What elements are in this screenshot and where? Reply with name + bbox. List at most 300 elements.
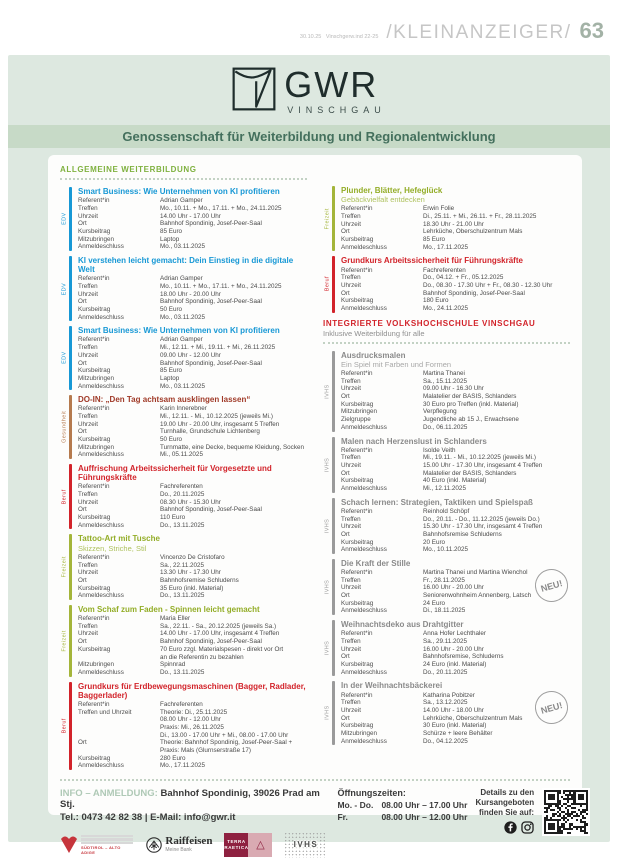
text-line	[81, 838, 133, 841]
detail-value: Maria Eller	[160, 615, 191, 623]
detail-value: Fachreferenten	[160, 700, 203, 708]
suedtirol-logo	[60, 834, 134, 856]
right-column	[323, 165, 570, 775]
detail-label: Ort	[341, 228, 350, 236]
detail-value: 14.00 Uhr - 18.00 Uhr	[423, 706, 484, 714]
detail-value: Mi., 12.11. - Mi., 10.12.2025 (jeweils Mi.)	[160, 413, 273, 421]
detail-value: Lehrküche, Oberschulzentrum Mals	[423, 228, 523, 236]
detail-label: Mitzubringen	[78, 443, 115, 451]
detail-value: Karin Innerebner	[160, 405, 207, 413]
detail-value: Theorie: Di., 25.11.2025 08.00 Uhr - 12.00 Uhr Praxis: Mi., 26.11.2025 Di., 13.00 - 17.00 Uhr + Mi., 08.00 - 17.00 Uhr	[160, 708, 289, 739]
course-body	[78, 682, 307, 770]
course-entry	[323, 681, 570, 745]
terra-raetica-triangle-icon: △	[248, 833, 272, 857]
detail-label: Uhrzeit	[78, 498, 98, 506]
category-label: EDV	[61, 282, 68, 295]
detail-value: Mi., 12.11. + Mi., 19.11. + Mi., 26.11.2025	[160, 344, 276, 352]
detail-label: Referent*in	[341, 266, 373, 274]
detail-label: Kursbeitrag	[78, 514, 111, 522]
detail-value: Sa., 13.12.2025	[423, 699, 468, 707]
detail-label: Uhrzeit	[341, 584, 361, 592]
detail-label: Anmeldeschluss	[341, 305, 387, 313]
detail-value: Anna Hofer Lechthaler	[423, 630, 487, 638]
course-detail-grid	[341, 447, 570, 493]
category-label: IVHS	[324, 641, 331, 656]
address: Bahnhof Spondinig, 39026 Prad am Stj.	[60, 787, 320, 810]
course-entry	[60, 326, 307, 390]
course-body	[341, 186, 570, 251]
detail-label: Referent*in	[78, 553, 110, 561]
detail-value: Turnmatte, eine Decke, bequeme Kleidung, Socken	[160, 443, 304, 451]
detail-label: Treffen	[341, 377, 361, 385]
detail-value: Fr., 28.11.2025	[423, 576, 465, 584]
detail-label: Referent*in	[341, 569, 373, 577]
raiffeisen-wordmark: Raiffeisen	[165, 835, 213, 848]
detail-label: Uhrzeit	[78, 569, 98, 577]
detail-label: Anmeldeschluss	[78, 668, 124, 676]
detail-label: Mitzubringen	[78, 235, 115, 243]
terra-line2: RAETICA	[224, 844, 249, 850]
detail-value: 09.00 Uhr - 12.00 Uhr	[160, 351, 221, 359]
course-body	[78, 534, 307, 599]
category-label: EDV	[61, 212, 68, 226]
category-label: Gesundheit	[61, 411, 68, 444]
text-line	[81, 842, 133, 845]
detail-value: Adrian Gamper	[160, 336, 203, 344]
detail-value: 14.00 Uhr - 17.00 Uhr	[160, 212, 221, 220]
qr-code	[542, 788, 590, 836]
detail-label: Referent*in	[341, 507, 373, 515]
detail-label: Anmeldeschluss	[78, 313, 124, 321]
detail-label: Ort	[341, 592, 350, 600]
detail-value: 15.30 Uhr - 17.30 Uhr, insgesamt 4 Treffen	[423, 523, 543, 531]
course-entry	[323, 559, 570, 615]
course-entry	[60, 534, 307, 599]
masthead-meta: 30.10.25 Vinschgerw.ind 22-25	[299, 34, 379, 40]
detail-value: Mo., 17.11.2025	[423, 243, 469, 251]
detail-label: Kursbeitrag	[78, 645, 111, 653]
course-title: DO-IN: „Den Tag achtsam ausklingen lassen“	[78, 395, 251, 405]
course-detail-grid	[341, 630, 570, 676]
hours-row	[337, 812, 467, 822]
detail-value: 13.30 Uhr - 17.30 Uhr	[160, 569, 221, 577]
detail-label: Kursbeitrag	[78, 305, 111, 313]
detail-label: Anmeldeschluss	[341, 243, 387, 251]
category-bar	[332, 351, 335, 432]
course-entry	[60, 682, 307, 770]
detail-label: Referent*in	[341, 446, 373, 454]
detail-label: Treffen	[341, 638, 361, 646]
instagram-icon	[521, 821, 534, 834]
ivhs-wordmark: IVHS	[293, 840, 319, 850]
raiffeisen-subtitle: Meine Bank	[165, 847, 192, 854]
detail-label: Uhrzeit	[78, 630, 98, 638]
detail-value: 280 Euro	[160, 754, 186, 762]
detail-value: 70 Euro zzgl. Materialspesen - direkt vor Ort an die Referentin zu bezahlen	[160, 645, 284, 661]
detail-value: 19.00 Uhr - 20.00 Uhr, insgesamt 5 Treffen	[160, 420, 280, 428]
course-entry	[60, 395, 307, 459]
detail-value: 20 Euro	[423, 538, 446, 546]
detail-value: 110 Euro	[160, 514, 186, 522]
course-entry	[60, 187, 307, 251]
footer-contact-block	[60, 788, 327, 860]
detail-value: Bahnhof Spondinig, Josef-Peer-Saal	[160, 506, 262, 514]
detail-label: Uhrzeit	[78, 420, 98, 428]
gwr-logo-icon	[232, 67, 276, 111]
course-body	[341, 351, 570, 432]
detail-label: Referent*in	[78, 615, 110, 623]
detail-value: Do., 04.12. + Fr., 05.12.2025	[423, 274, 504, 282]
course-entry	[323, 186, 570, 251]
info-anmeldung-label: INFO – ANMELDUNG:	[60, 787, 158, 799]
course-title: Smart Business: Wie Unternehmen von KI profitieren	[78, 326, 280, 336]
detail-value: 30 Euro (inkl. Material)	[423, 722, 487, 730]
detail-label: Kursbeitrag	[78, 584, 111, 592]
detail-value: Do., 13.11.2025	[160, 668, 205, 676]
course-detail-grid	[78, 701, 307, 770]
course-detail-grid	[78, 554, 307, 600]
detail-label: Ort	[78, 638, 87, 646]
detail-label: Mitzubringen	[341, 729, 378, 737]
page-title: Genossenschaft für Weiterbildung und Regionalentwicklung	[8, 125, 610, 148]
course-detail-grid	[341, 508, 570, 554]
category-bar	[69, 682, 72, 770]
detail-label: Kursbeitrag	[341, 599, 374, 607]
detail-label: Treffen	[78, 491, 98, 499]
detail-label: Treffen	[78, 282, 98, 290]
detail-value: Sa., 15.11.2025	[423, 377, 467, 385]
detail-label: Anmeldeschluss	[78, 243, 124, 251]
category-label: IVHS	[324, 579, 331, 595]
detail-label: Ort	[78, 359, 87, 367]
course-title: Plunder, Blätter, Hefeglück	[341, 186, 443, 195]
course-body	[78, 326, 307, 390]
detail-label: Ort	[78, 220, 87, 228]
detail-value: Mo., 10.11. + Mo., 17.11. + Mo., 24.11.2025	[160, 204, 282, 212]
detail-label: Anmeldeschluss	[341, 423, 387, 431]
course-title: Smart Business: Wie Unternehmen von KI profitieren	[78, 187, 280, 196]
detail-label: Ort	[341, 289, 350, 297]
detail-label: Uhrzeit	[341, 385, 361, 393]
hours-days: Fr.	[337, 811, 348, 822]
detail-label: Kursbeitrag	[78, 367, 111, 375]
detail-label: Anmeldeschluss	[341, 546, 387, 554]
detail-label: Anmeldeschluss	[78, 521, 124, 529]
category-label: EDV	[61, 351, 68, 365]
ivhs-logo	[284, 832, 327, 858]
course-title: Weihnachtsdeko aus Drahtgitter	[341, 620, 464, 630]
detail-value: Di., 18.11.2025	[423, 607, 466, 615]
detail-label: Treffen	[78, 622, 98, 630]
detail-label: Referent*in	[78, 405, 110, 413]
terra-raetica-wordmark	[224, 833, 248, 857]
detail-value: Mo., 03.11.2025	[160, 382, 206, 390]
detail-label: Ort	[341, 653, 350, 661]
detail-label: Uhrzeit	[341, 706, 361, 714]
category-bar	[332, 620, 335, 676]
detail-value: Fachreferenten	[423, 266, 466, 274]
detail-value: Mo., 10.11. + Mo., 17.11. + Mo., 24.11.2025	[160, 282, 282, 290]
course-subtitle: Skizzen, Striche, Stil	[78, 543, 147, 553]
detail-value: Mo., 24.11.2025	[423, 305, 469, 313]
detail-label: Uhrzeit	[341, 523, 361, 531]
dotted-divider	[60, 178, 307, 180]
course-entry	[323, 620, 570, 676]
detail-value: Bahnhof Spondinig, Josef-Peer-Saal	[160, 298, 262, 306]
hours-time: 08.00 Uhr – 17.00 Uhr	[381, 799, 468, 810]
detail-label: Uhrzeit	[341, 645, 361, 653]
detail-value: Isolde Veith	[423, 446, 456, 454]
detail-label: Zielgruppe	[341, 416, 371, 424]
course-columns	[60, 165, 570, 775]
course-entry	[60, 464, 307, 529]
detail-label: Treffen	[341, 515, 361, 523]
detail-value: Mo., 17.11.2025	[160, 762, 206, 770]
terra-raetica-logo	[224, 833, 272, 857]
course-entry	[323, 351, 570, 432]
category-bar	[69, 256, 72, 321]
course-title: Auffrischung Arbeitssicherheit für Vorgesetzte und Führungskräfte	[78, 464, 272, 483]
category-bar	[69, 534, 72, 599]
detail-label: Anmeldeschluss	[341, 485, 387, 493]
raiffeisen-gable-cross-icon	[146, 837, 162, 853]
category-bar	[332, 256, 335, 312]
detail-value: 15.00 Uhr - 17.30 Uhr, insgesamt 4 Treffen	[423, 462, 543, 470]
detail-label: Ort	[341, 714, 350, 722]
detail-value: Mi., 19.11. - Mi., 10.12.2025 (jeweils Mi.)	[423, 454, 536, 462]
detail-label: Anmeldeschluss	[78, 382, 124, 390]
category-bar	[69, 464, 72, 529]
detail-value: 09.00 Uhr - 16.30 Uhr	[423, 385, 484, 393]
detail-label: Treffen und Uhrzeit	[78, 708, 132, 716]
detail-label: Mitzubringen	[341, 408, 378, 416]
detail-value: Jugendliche ab 15 J., Erwachsene	[423, 416, 519, 424]
detail-value: Verpflegung	[423, 408, 457, 416]
category-label: IVHS	[324, 457, 331, 472]
detail-label: Anmeldeschluss	[341, 668, 387, 676]
footer-hours-block	[337, 788, 570, 836]
category-label: Beruf	[324, 277, 331, 293]
detail-value: 35 Euro (inkl. Material)	[160, 584, 224, 592]
dotted-divider	[60, 779, 570, 781]
course-title: Grundkurs für Erdbewegungsmaschinen (Bagger, Radlader, Baggerlader)	[78, 681, 306, 700]
detail-value: Malatelier der BASIS, Schlanders	[423, 469, 517, 477]
course-detail-grid	[341, 205, 570, 251]
detail-label: Referent*in	[341, 205, 373, 213]
detail-label: Ort	[341, 530, 350, 538]
course-detail-grid	[341, 267, 570, 313]
detail-value: 24 Euro	[423, 599, 446, 607]
detail-value: Do., 06.11.2025	[423, 423, 468, 431]
course-body	[341, 437, 570, 493]
detail-value: Bahnhofsremise Schluderns	[423, 530, 502, 538]
course-detail-grid	[78, 275, 307, 321]
detail-value: 50 Euro	[160, 436, 183, 444]
course-title: Grundkurs Arbeitssicherheit für Führungskräfte	[341, 256, 523, 266]
qr-cell	[586, 832, 588, 834]
course-detail-grid	[341, 370, 570, 431]
category-label: IVHS	[324, 706, 331, 721]
detail-value: 18.30 Uhr - 21.00 Uhr	[423, 220, 484, 228]
detail-label: Anmeldeschluss	[78, 451, 124, 459]
detail-label: Referent*in	[78, 275, 110, 283]
detail-value: 50 Euro	[160, 305, 183, 313]
course-title: Tattoo-Art mit Tusche	[78, 534, 160, 544]
course-title: Die Kraft der Stille	[341, 558, 411, 568]
detail-value: Erwin Folie	[423, 205, 455, 213]
detail-value: Malatelier der BASIS, Schlanders	[423, 393, 517, 401]
detail-label: Kursbeitrag	[341, 661, 374, 669]
detail-label: Treffen	[341, 576, 361, 584]
course-subtitle: Gebäckvielfalt entdecken	[341, 195, 425, 205]
course-body	[78, 464, 307, 529]
gwr-region: VINSCHGAU	[287, 105, 386, 115]
course-title: Vom Schaf zum Faden - Spinnen leicht gemacht	[78, 604, 260, 614]
hours-row	[337, 800, 467, 810]
detail-value: 85 Euro	[160, 367, 183, 375]
detail-label: Ort	[78, 298, 87, 306]
detail-label: Uhrzeit	[341, 220, 361, 228]
detail-value: Spinnrad	[160, 661, 186, 669]
detail-label: Kursbeitrag	[78, 754, 111, 762]
detail-label: Mitzubringen	[78, 374, 115, 382]
detail-label: Kursbeitrag	[341, 400, 374, 408]
detail-value: Sa., 29.11.2025	[423, 638, 467, 646]
course-title: Ausdrucksmalen	[341, 350, 406, 360]
detail-value: 16.00 Uhr - 20.00 Uhr	[423, 584, 484, 592]
detail-value: Di., 25.11. + Mi., 26.11. + Fr., 28.11.2025	[423, 213, 537, 221]
detail-value: Bahnhof Spondinig, Josef-Peer-Saal	[160, 359, 262, 367]
detail-value: Sa., 22.11.2025	[160, 561, 204, 569]
course-entry	[60, 256, 307, 321]
detail-value: Bahnhofsremise, Schluderns	[423, 653, 504, 661]
course-entry	[323, 437, 570, 493]
detail-label: Ort	[341, 469, 350, 477]
details-note-block	[475, 788, 534, 834]
course-detail-grid	[78, 336, 307, 390]
detail-value: Sa., 22.11. - Sa., 20.12.2025 (jeweils Sa.)	[160, 622, 277, 630]
detail-value: 14.00 Uhr - 17.00 Uhr, insgesamt 4 Treffen	[160, 630, 280, 638]
gwr-wordmark: GWR	[284, 64, 379, 105]
detail-value: Bahnhofsremise Schluderns	[160, 576, 239, 584]
detail-value: Adrian Gamper	[160, 197, 203, 205]
course-list-right-top	[323, 186, 570, 313]
social-icons	[475, 821, 534, 834]
detail-value: Vincenzo De Cristofaro	[160, 553, 225, 561]
facebook-icon	[504, 821, 517, 834]
detail-label: Ort	[78, 428, 87, 436]
hours-days: Mo. - Do.	[337, 799, 374, 810]
detail-value: Laptop	[160, 235, 180, 243]
detail-label: Kursbeitrag	[78, 436, 111, 444]
category-bar	[332, 437, 335, 493]
category-bar	[332, 498, 335, 554]
opening-hours	[337, 788, 467, 822]
phone-email: Tel.: 0473 42 82 38 | E-Mail: info@gwr.it	[60, 811, 236, 823]
detail-value: Schürze + leere Behälter	[423, 729, 493, 737]
section-header-ivhs: INTEGRIERTE VOLKSHOCHSCHULE VINSCHGAU	[323, 318, 536, 328]
category-bar	[69, 395, 72, 459]
course-body	[341, 256, 570, 312]
detail-label: Ort	[78, 739, 87, 747]
detail-value: Martina Thanei	[423, 370, 465, 378]
suedtirol-text-lines	[81, 835, 134, 856]
course-detail-grid	[78, 197, 307, 251]
detail-label: Treffen	[78, 204, 98, 212]
course-entry	[60, 605, 307, 677]
category-label: Freizeit	[324, 208, 331, 230]
detail-label: Referent*in	[78, 197, 110, 205]
category-label: Freizeit	[61, 556, 68, 578]
category-bar	[69, 326, 72, 390]
course-title: KI verstehen leicht gemacht: Dein Einstieg in die digitale Welt	[78, 255, 294, 275]
course-title: Malen nach Herzenslust in Schlanders	[341, 436, 487, 446]
course-detail-grid	[78, 615, 307, 676]
detail-label: Uhrzeit	[78, 351, 98, 359]
hours-time: 08.00 Uhr – 12.00 Uhr	[381, 811, 468, 822]
details-note: Details zu den Kursangeboten finden Sie auf:	[475, 787, 535, 817]
detail-label: Treffen	[78, 413, 98, 421]
category-label: Beruf	[61, 489, 68, 505]
detail-value: Mo., 03.11.2025	[160, 243, 206, 251]
detail-value: Do., 20.11. - Do., 11.12.2025 (jeweils Do.)	[423, 515, 540, 523]
left-column	[60, 165, 307, 775]
masthead-section-title: /KLEINANZEIGER/	[386, 22, 572, 43]
detail-value: 24 Euro (inkl. Material)	[423, 661, 487, 669]
detail-value: Seniorenwohnheim Annenberg, Latsch	[423, 592, 532, 600]
detail-value: Do., 13.11.2025	[160, 521, 205, 529]
detail-value: Katharina Pobitzer	[423, 691, 475, 699]
detail-value: Mo., 10.11.2025	[423, 546, 469, 554]
category-bar	[69, 187, 72, 251]
course-list-ivhs	[323, 351, 570, 746]
course-list-left	[60, 187, 307, 770]
detail-value: Do., 08.30 - 17.30 Uhr + Fr., 08.30 - 12.30 Uhr	[423, 282, 553, 289]
detail-value: Adrian Gamper	[160, 275, 203, 283]
detail-label: Ort	[78, 506, 87, 514]
detail-label: Kursbeitrag	[341, 477, 374, 485]
gwr-logo	[8, 55, 610, 123]
category-label: IVHS	[324, 383, 331, 399]
detail-label: Treffen	[78, 344, 98, 352]
detail-label: Uhrzeit	[341, 282, 361, 289]
detail-label: Anmeldeschluss	[341, 607, 387, 615]
course-body	[78, 256, 307, 321]
detail-value: 16.00 Uhr - 20.00 Uhr	[423, 645, 484, 653]
detail-value: 08.30 Uhr - 15.30 Uhr	[160, 498, 221, 506]
course-entry	[323, 256, 570, 312]
footer	[60, 775, 570, 860]
category-bar	[332, 681, 335, 745]
detail-label: Referent*in	[78, 700, 110, 708]
detail-label: Referent*in	[78, 483, 110, 491]
course-body	[78, 605, 307, 677]
page-number: 63	[579, 18, 604, 43]
category-bar	[332, 559, 335, 615]
detail-label: Ort	[78, 576, 87, 584]
detail-label: Treffen	[341, 699, 361, 707]
detail-label: Treffen	[78, 561, 98, 569]
raiffeisen-logo	[146, 836, 212, 853]
detail-label: Kursbeitrag	[341, 722, 374, 730]
detail-value: 85 Euro	[160, 227, 183, 235]
detail-label: Mitzubringen	[78, 661, 115, 669]
detail-value: 85 Euro	[423, 236, 446, 244]
detail-value: 180 Euro	[423, 297, 449, 305]
detail-value: Mo., 03.11.2025	[160, 313, 206, 321]
detail-label: Referent*in	[78, 336, 110, 344]
section-subheader-ivhs: Inklusive Weiterbildung für alle	[323, 328, 425, 338]
